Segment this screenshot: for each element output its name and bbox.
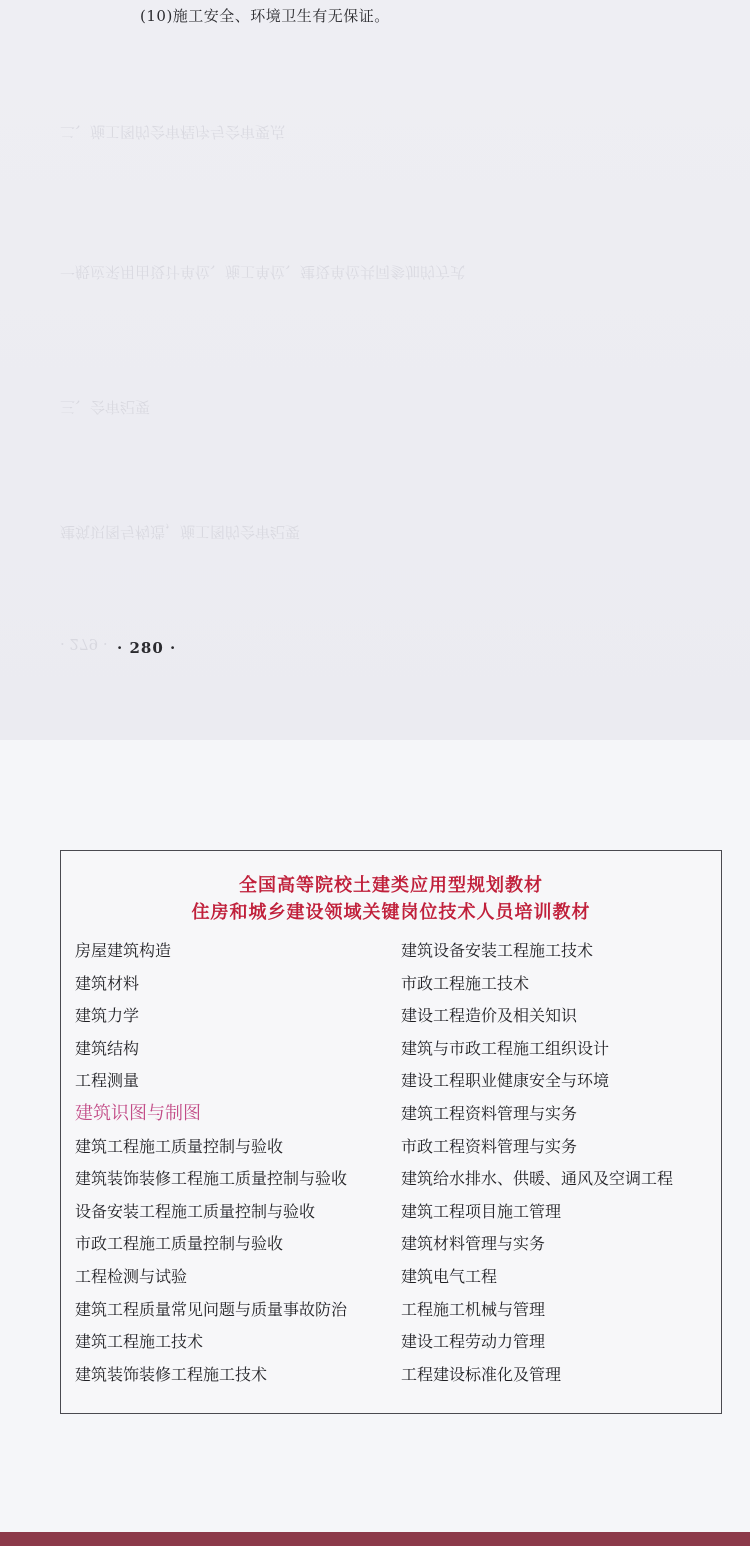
book-title: 房屋建筑构造 [75, 941, 172, 960]
book-title: 建设工程造价及相关知识 [401, 1006, 578, 1026]
page-number: · 280 · [117, 639, 177, 657]
book-title: 市政工程施工技术 [401, 973, 530, 993]
bleed-line: 三、会审纪要 [60, 398, 151, 416]
book-title: 建筑与市政工程施工组织设计 [401, 1038, 610, 1058]
book-title: 建筑给水排水、供暖、通风及空调工程 [401, 1169, 674, 1189]
book-title: 建筑电气工程 [401, 1266, 498, 1286]
catalog-title-line-1: 全国高等院校土建类应用型规划教材 [239, 875, 543, 896]
book-title: 建筑力学 [75, 1006, 140, 1026]
book-title: 建设工程劳动力管理 [401, 1332, 546, 1352]
book-series-catalog [60, 850, 722, 1414]
book-title: 市政工程资料管理与实务 [401, 1136, 578, 1156]
book-title: 建设工程职业健康安全与环境 [401, 1071, 610, 1091]
bleed-through-text [0, 0, 750, 700]
bleed-line: 二、施工图的会审程序与会审要点 [60, 123, 286, 141]
catalog-right-column [401, 935, 673, 1391]
book-title: 建筑工程资料管理与实务 [401, 1103, 578, 1123]
book-title: 建筑装饰装修工程施工技术 [75, 1364, 268, 1384]
book-title-highlighted: 建筑识图与制图 [75, 1102, 201, 1124]
book-title: 建筑工程质量常见问题与质量事故防治 [75, 1299, 348, 1319]
book-title: 工程测量 [75, 1071, 140, 1091]
book-title: 建筑材料管理与实务 [401, 1234, 546, 1254]
bleed-line: 建筑识图与构造，施工图的会审纪要 [60, 523, 301, 541]
catalog-title-line-2: 住房和城乡建设领域关键岗位技术人员培训教材 [191, 902, 591, 923]
book-title: 工程施工机械与管理 [401, 1299, 546, 1319]
book-title: 工程检测与试验 [75, 1266, 188, 1286]
bottom-color-band [0, 1532, 750, 1546]
book-title: 设备安装工程施工质量控制与验收 [75, 1201, 316, 1221]
page-body-line: (10)施工安全、环境卫生有无保证。 [140, 7, 390, 25]
book-title: 建筑装饰装修工程施工质量控制与验收 [75, 1169, 348, 1189]
book-title: 市政工程施工质量控制与验收 [75, 1234, 284, 1254]
book-title: 工程建设标准化及管理 [401, 1364, 562, 1384]
bleed-line: 一般应采用由设计单位、施工单位、建设单位共同参加的方式 [60, 263, 466, 281]
book-title: 建筑材料 [75, 973, 140, 993]
book-title: 建筑设备安装工程施工技术 [401, 941, 594, 960]
upper-book-page [0, 0, 750, 740]
book-title: 建筑工程项目施工管理 [401, 1201, 562, 1221]
bleed-line: · 279 · [60, 635, 108, 653]
book-title: 建筑工程施工质量控制与验收 [75, 1136, 284, 1156]
book-title: 建筑工程施工技术 [75, 1332, 204, 1352]
catalog-left-column [75, 935, 347, 1391]
book-title: 建筑结构 [75, 1038, 140, 1058]
